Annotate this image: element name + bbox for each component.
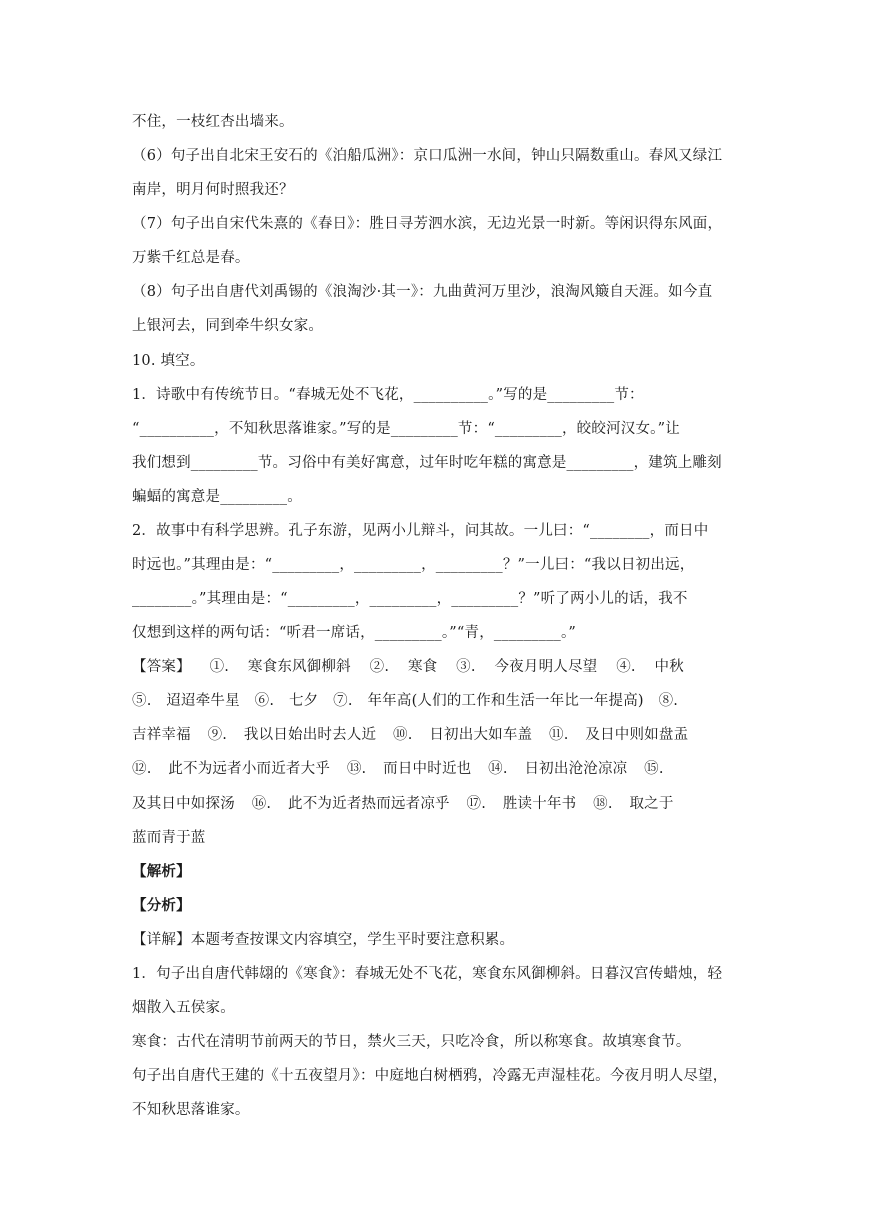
text-line: 不知秋思落谁家。 <box>132 1102 250 1118</box>
text-line: 蝙蝠的寓意是_________。 <box>132 489 302 505</box>
question-heading: 10. 填空。 <box>132 353 205 369</box>
text-line: 1．诗歌中有传统节日。“春城无处不飞花，__________。”写的是_________节： <box>132 387 644 403</box>
answer-line: ⑤. 迢迢牵牛星 ⑥. 七夕 ⑦. 年年高(人们的工作和生活一年比一年提高) ⑧. <box>132 693 679 709</box>
answer-line: 蓝而青于蓝 <box>132 830 206 846</box>
text-line: “__________，不知秋思落谁家。”写的是_________节：“_________，皎皎河汉女。”让 <box>132 421 680 437</box>
text-line: 2．故事中有科学思辨。孔子东游，见两小儿辩斗，问其故。一儿曰：“________，而日中 <box>132 523 709 539</box>
text-line: 南岸，明月何时照我还？ <box>132 182 294 198</box>
text-line: ________。”其理由是：“_________，_________，_________？”听了两小儿的话，我不 <box>132 591 688 607</box>
answer-line: 吉祥幸福 ⑨. 我以日始出时去人近 ⑩. 日初出大如车盖 ⑪. 及日中则如盘盂 <box>132 727 689 743</box>
text-line: （7）句子出自宋代朱熹的《春日》：胜日寻芳泗水滨，无边光景一时新。等闲识得东风面， <box>132 216 723 232</box>
analysis-heading: 【解析】 <box>132 863 191 880</box>
text-line: 寒食：古代在清明节前两天的节日，禁火三天，只吃冷食，所以称寒食。故填寒食节。 <box>132 1034 691 1050</box>
detail-line: 【详解】本题考查按课文内容填空，学生平时要注意积累。 <box>132 932 515 948</box>
breakdown-heading: 【分析】 <box>132 897 191 914</box>
text-line: 烟散入五侯家。 <box>132 1000 235 1016</box>
text-line: 仅想到这样的两句话：“听君一席话，_________。”“青，_________。” <box>132 625 577 641</box>
text-line: （8）句子出自唐代刘禹锡的《浪淘沙·其一》：九曲黄河万里沙，浪淘风簸自天涯。如今直 <box>132 284 713 300</box>
answer-line: 【答案】 ①. 寒食东风御柳斜 ②. 寒食 ③. 今夜月明人尽望 ④. 中秋 <box>132 659 684 675</box>
text-line: 我们想到_________节。习俗中有美好寓意，过年时吃年糕的寓意是_________，建筑上雕刻 <box>132 455 722 471</box>
answer-line: 及其日中如探汤 ⑯. 此不为近者热而远者凉乎 ⑰. 胜读十年书 ⑱. 取之于 <box>132 796 674 812</box>
text-line: 1．句子出自唐代韩翃的《寒食》：春城无处不飞花，寒食东风御柳斜。日暮汉宫传蜡烛，轻 <box>132 966 723 982</box>
text-line: 时远也。”其理由是：“_________，_________，_________？”一儿曰：“我以日初出远， <box>132 557 695 573</box>
text-line: 上银河去，同到牵牛织女家。 <box>132 318 324 334</box>
text-line: 句子出自唐代王建的《十五夜望月》：中庭地白树栖鸦，冷露无声湿桂花。今夜月明人尽望， <box>132 1068 728 1084</box>
answer-line: ⑫. 此不为远者小而近者大乎 ⑬. 而日中时近也 ⑭. 日初出沧沧凉凉 ⑮. <box>132 761 664 777</box>
text-line: （6）句子出自北宋王安石的《泊船瓜洲》：京口瓜洲一水间，钟山只隔数重山。春风又绿江 <box>132 148 723 164</box>
text-line: 不住，一枝红杏出墙来。 <box>132 114 294 130</box>
text-line: 万紫千红总是春。 <box>132 250 250 266</box>
